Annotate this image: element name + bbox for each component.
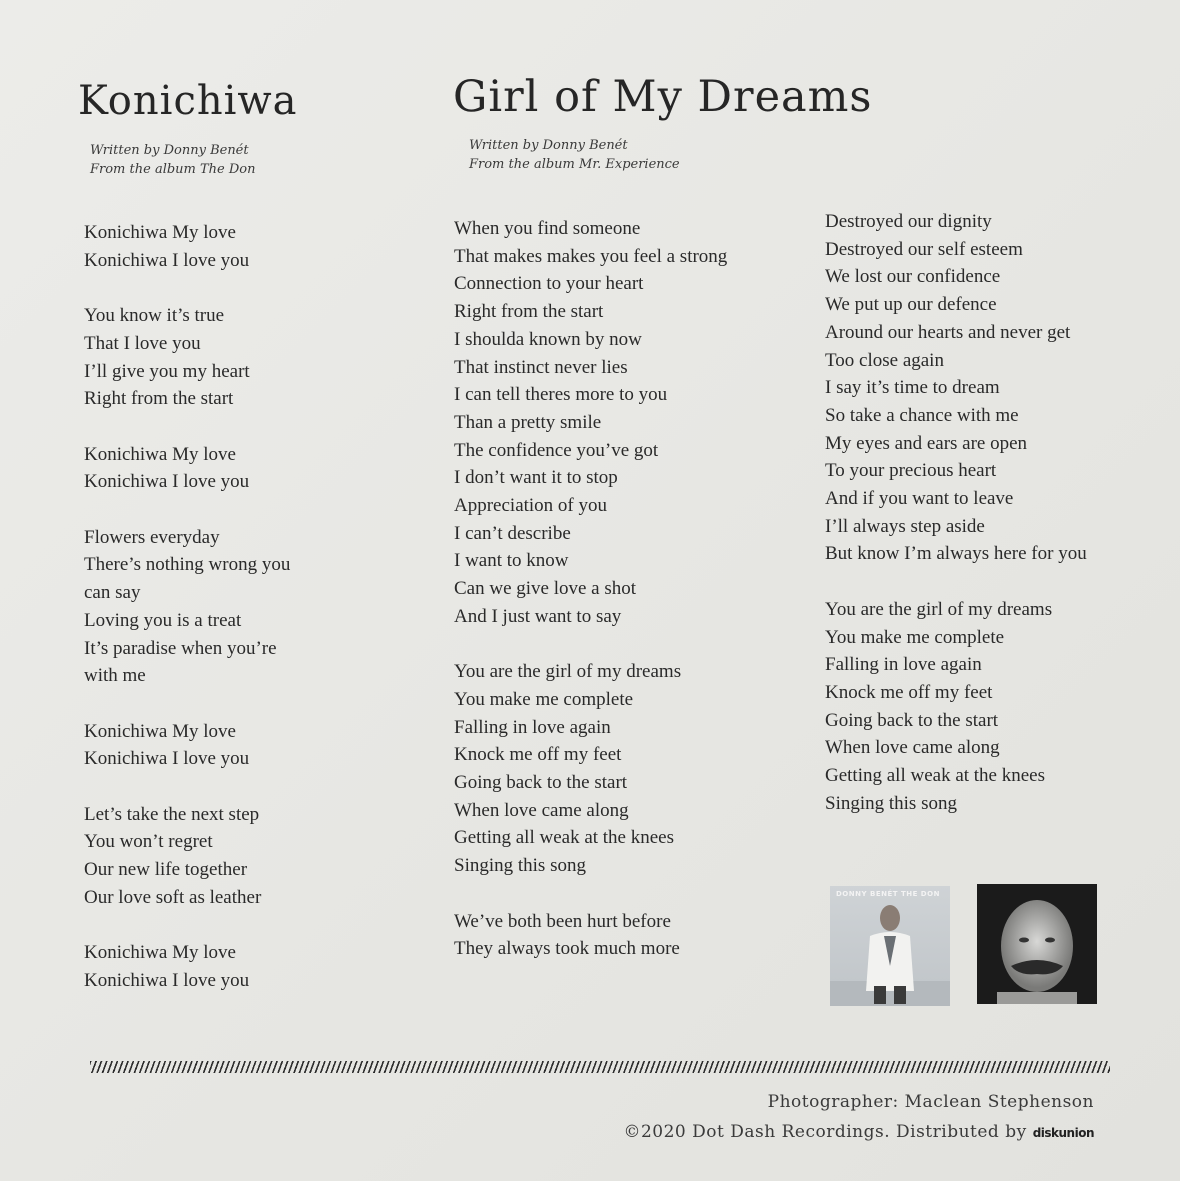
lyric-line: Konichiwa I love you bbox=[84, 471, 250, 493]
lyric-line: Going back to the start bbox=[454, 772, 628, 794]
lyric-line: You make me complete bbox=[454, 688, 634, 710]
lyric-line: I want to know bbox=[454, 550, 569, 572]
lyric-line: I shoulda known by now bbox=[454, 328, 642, 350]
photographer-credit: Photographer: Maclean Stephenson bbox=[767, 1092, 1094, 1112]
song-credits-konichiwa bbox=[90, 141, 256, 179]
lyrics-column-konichiwa bbox=[84, 219, 290, 995]
lyric-line: Our new life together bbox=[84, 859, 248, 881]
lyric-stanza bbox=[84, 524, 290, 690]
lyric-stanza bbox=[84, 219, 290, 274]
lyric-line: You make me complete bbox=[825, 626, 1005, 648]
lyric-line: Right from the start bbox=[454, 301, 604, 323]
lyric-line: Konichiwa My love bbox=[84, 720, 236, 742]
lyric-line: I’ll give you my heart bbox=[84, 360, 250, 382]
lyric-line: They always took much more bbox=[454, 938, 680, 960]
album-cover-portrait bbox=[977, 884, 1097, 1004]
lyric-line: You know it’s true bbox=[84, 305, 225, 327]
lyric-line: When you find someone bbox=[454, 218, 641, 239]
lyric-line: My eyes and ears are open bbox=[825, 432, 1028, 454]
lyric-line: Getting all weak at the knees bbox=[454, 827, 675, 849]
song-credits-girl-of-my-dreams bbox=[469, 136, 680, 174]
lyric-line: But know I’m always here for you bbox=[825, 543, 1087, 565]
lyric-line: Going back to the start bbox=[825, 709, 999, 731]
lyric-line: Than a pretty smile bbox=[454, 411, 602, 433]
lyric-line: It’s paradise when you’re bbox=[84, 637, 277, 659]
lyric-line: Singing this song bbox=[825, 792, 957, 814]
lyric-stanza bbox=[454, 215, 727, 631]
lyric-line: Can we give love a shot bbox=[454, 578, 637, 600]
lyric-line: Konichiwa My love bbox=[84, 942, 236, 964]
lyric-line: Around our hearts and never get bbox=[825, 321, 1071, 343]
lyric-line: That makes makes you feel a strong bbox=[454, 245, 728, 267]
lyric-line: Too close again bbox=[825, 349, 944, 371]
lyric-line: You are the girl of my dreams bbox=[454, 661, 682, 683]
album-source: From the album The Don bbox=[90, 162, 256, 177]
copyright-text: ©2020 Dot Dash Recordings. Distributed by bbox=[623, 1122, 1027, 1142]
lyric-line: Falling in love again bbox=[454, 716, 611, 738]
lyric-line: Konichiwa I love you bbox=[84, 969, 250, 991]
lyric-line: Knock me off my feet bbox=[454, 744, 622, 766]
lyric-line: Appreciation of you bbox=[454, 495, 608, 517]
lyric-stanza bbox=[825, 208, 1087, 568]
lyric-stanza bbox=[454, 908, 727, 963]
lyric-line: I say it’s time to dream bbox=[825, 377, 1000, 399]
lyric-line: We lost our confidence bbox=[825, 266, 1001, 288]
lyric-line: I’ll always step aside bbox=[825, 515, 985, 537]
lyric-line: Konichiwa I love you bbox=[84, 249, 250, 271]
lyric-line: You won’t regret bbox=[84, 831, 213, 853]
lyric-line: Knock me off my feet bbox=[825, 681, 993, 703]
lyric-line: I can’t describe bbox=[454, 522, 571, 544]
lyric-stanza bbox=[84, 939, 290, 994]
album-cover-figure bbox=[830, 886, 950, 1006]
song-title-konichiwa: Konichiwa bbox=[78, 78, 298, 124]
album-cover-label: DONNY BENÉT THE DON bbox=[836, 890, 940, 898]
lyric-line: We’ve both been hurt before bbox=[454, 910, 671, 932]
lyric-line: I don’t want it to stop bbox=[454, 467, 618, 489]
lyric-line: So take a chance with me bbox=[825, 404, 1019, 426]
lyric-line: We put up our defence bbox=[825, 294, 997, 316]
lyrics-column-girl-1 bbox=[454, 215, 727, 963]
lyric-line: I can tell theres more to you bbox=[454, 384, 668, 406]
album-source: From the album Mr. Experience bbox=[469, 157, 680, 172]
lyric-stanza bbox=[825, 596, 1087, 818]
lyric-line: To your precious heart bbox=[825, 460, 997, 482]
lyric-line: Falling in love again bbox=[825, 654, 982, 676]
lyrics-column-girl-2 bbox=[825, 208, 1087, 817]
lyric-line: That I love you bbox=[84, 332, 201, 354]
lyric-line: Let’s take the next step bbox=[84, 803, 260, 825]
lyric-line: You are the girl of my dreams bbox=[825, 598, 1053, 620]
lyric-line: Konichiwa My love bbox=[84, 222, 236, 243]
lyric-line: There’s nothing wrong you bbox=[84, 554, 291, 576]
lyric-line: Konichiwa I love you bbox=[84, 748, 250, 770]
lyric-stanza bbox=[84, 441, 290, 496]
album-cover-mr-experience bbox=[977, 884, 1097, 1004]
lyric-stanza bbox=[454, 658, 727, 880]
lyric-stanza bbox=[84, 718, 290, 773]
lyric-stanza bbox=[84, 302, 290, 413]
lyric-line: Connection to your heart bbox=[454, 273, 644, 295]
lyric-line: When love came along bbox=[454, 799, 629, 821]
lyric-line: Getting all weak at the knees bbox=[825, 765, 1046, 787]
lyric-line: Konichiwa My love bbox=[84, 443, 236, 465]
lyric-line: That instinct never lies bbox=[454, 356, 628, 378]
copyright-line bbox=[623, 1122, 1094, 1142]
lyric-line: Destroyed our dignity bbox=[825, 211, 992, 232]
lyric-stanza bbox=[84, 801, 290, 912]
lyric-line: Singing this song bbox=[454, 855, 586, 877]
written-by: Written by Donny Benét bbox=[469, 138, 628, 153]
lyric-line: with me bbox=[84, 665, 146, 687]
lyric-line: Right from the start bbox=[84, 388, 234, 410]
album-cover-the-don bbox=[830, 886, 950, 1006]
lyric-line: Our love soft as leather bbox=[84, 886, 262, 908]
lyric-line: Destroyed our self esteem bbox=[825, 238, 1023, 260]
lyric-line: And I just want to say bbox=[454, 605, 622, 627]
decorative-divider bbox=[90, 1061, 1110, 1073]
lyric-line: When love came along bbox=[825, 737, 1000, 759]
song-title-girl-of-my-dreams: Girl of My Dreams bbox=[453, 72, 873, 122]
diskunion-logo: diskunion bbox=[1032, 1126, 1094, 1140]
written-by: Written by Donny Benét bbox=[90, 143, 249, 158]
lyric-line: Flowers everyday bbox=[84, 526, 220, 548]
lyric-line: Loving you is a treat bbox=[84, 609, 242, 631]
lyric-line: can say bbox=[84, 582, 141, 604]
lyric-line: The confidence you’ve got bbox=[454, 439, 659, 461]
lyric-line: And if you want to leave bbox=[825, 488, 1014, 510]
